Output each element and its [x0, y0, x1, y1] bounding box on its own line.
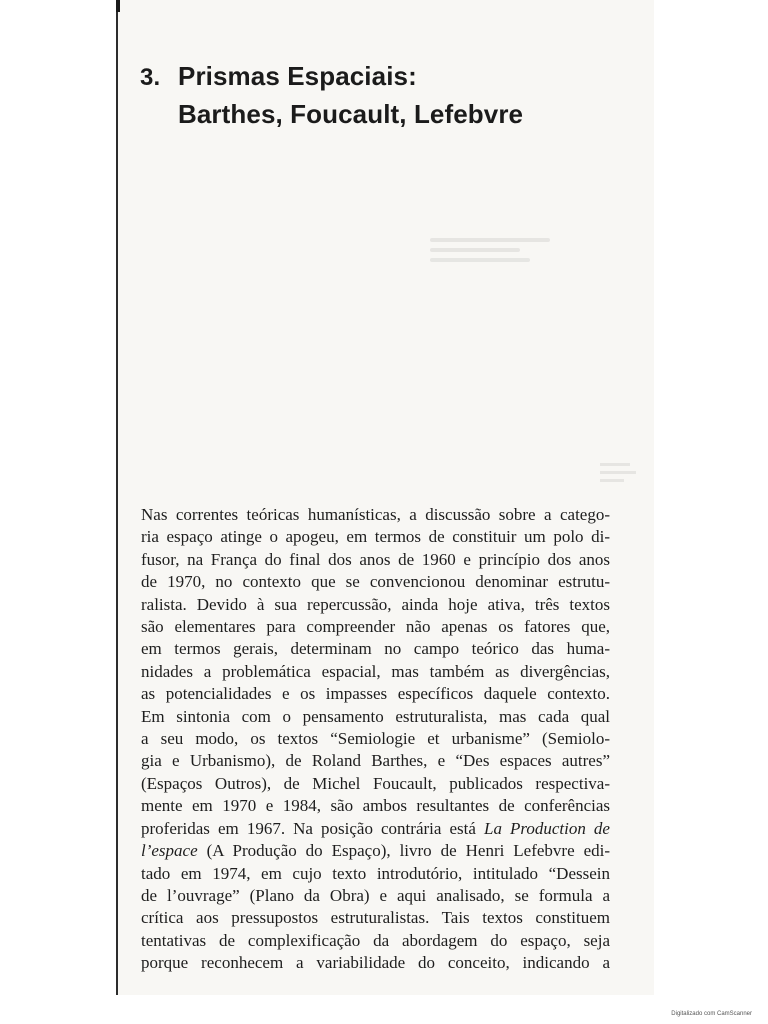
show-through-text-2	[600, 458, 640, 488]
text-line: ria espaço atinge o apogeu, em termos de constituir um polo di-	[141, 527, 610, 547]
text-line	[141, 818, 610, 840]
scanner-watermark: Digitalizado com CamScanner	[671, 1011, 752, 1017]
text-line: ralista. Devido à sua repercussão, ainda hoje ativa, três textos	[141, 594, 610, 614]
page-right-margin	[654, 0, 768, 1024]
text-segment: proferidas em 1967. Na posição contrária está	[141, 818, 484, 838]
book-title-italic: l’espace	[141, 841, 198, 861]
chapter-title-line-2: Barthes, Foucault, Lefebvre	[178, 99, 524, 129]
text-line: nidades a problemática espacial, mas também as divergências,	[141, 661, 610, 681]
text-line: as potencialidades e os impasses específicos daquele contexto.	[141, 684, 610, 704]
text-line: a seu modo, os textos “Semiologie et urbanisme” (Semiolo-	[141, 729, 610, 749]
text-line: (Espaços Outros), de Michel Foucault, publicados respectiva-	[141, 773, 610, 793]
text-line: tentativas de complexificação da abordagem do espaço, seja	[141, 930, 610, 950]
text-line	[141, 840, 610, 862]
show-through-text	[430, 232, 570, 292]
page-edge-mark	[116, 0, 120, 12]
chapter-title-line-1: Prismas Espaciais:	[178, 61, 417, 91]
text-line: porque reconhecem a variabilidade do conceito, indicando a	[141, 953, 610, 973]
page-left-margin	[0, 0, 118, 1024]
chapter-heading	[140, 58, 523, 132]
text-line: fusor, na França do final dos anos de 1960 e princípio dos anos	[141, 549, 610, 569]
book-title-italic: La Production de	[483, 818, 610, 838]
body-paragraph	[141, 504, 610, 975]
text-line: de l’ouvrage” (Plano da Obra) e aqui analisado, se formula a	[141, 885, 610, 905]
text-line: Em sintonia com o pensamento estruturalista, mas cada qual	[141, 706, 610, 726]
page-edge-line	[116, 0, 118, 995]
text-line: Nas correntes teóricas humanísticas, a discussão sobre a catego-	[141, 505, 610, 524]
text-line: de 1970, no contexto que se convencionou denominar estrutu-	[141, 572, 610, 592]
chapter-number: 3.	[140, 64, 161, 91]
text-line: em termos gerais, determinam no campo teórico das huma-	[141, 639, 610, 659]
text-line: mente em 1970 e 1984, são ambos resultantes de conferências	[141, 796, 610, 816]
text-segment: (A Produção do Espaço), livro de Henri Lefebvre edi-	[197, 841, 610, 861]
text-line: gia e Urbanismo), de Roland Barthes, e “Des espaces autres”	[141, 751, 610, 771]
text-line: tado em 1974, em cujo texto introdutório, intitulado “Dessein	[141, 863, 610, 883]
text-line: são elementares para compreender não apenas os fatores que,	[141, 617, 610, 637]
text-line: crítica aos pressupostos estruturalistas. Tais textos constituem	[141, 908, 610, 928]
